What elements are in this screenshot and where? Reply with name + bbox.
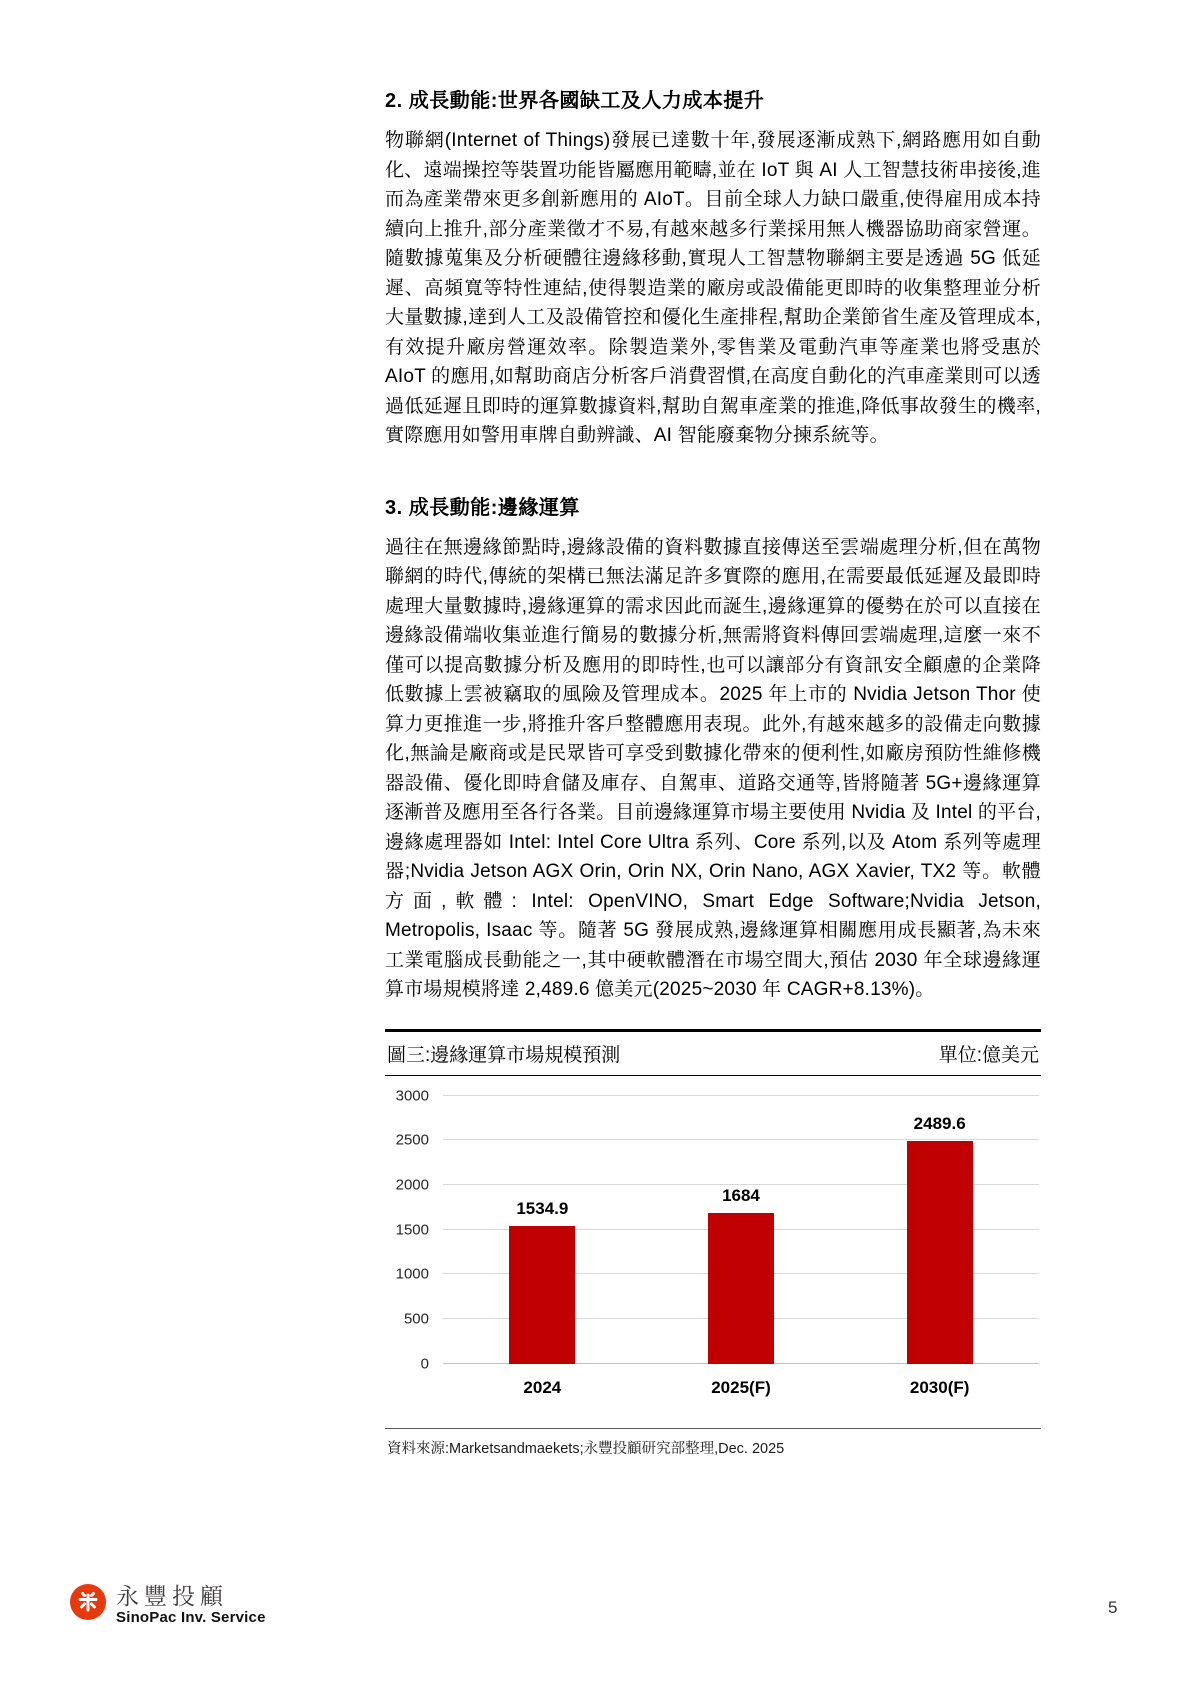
x-axis-label: 2025(F)	[711, 1377, 771, 1397]
bar-2025(F)	[708, 1213, 774, 1363]
x-axis-label: 2030(F)	[909, 1377, 970, 1397]
bar-group	[443, 1096, 642, 1397]
y-axis-tick-label: 2000	[395, 1176, 429, 1194]
figure-edge-market-forecast	[385, 1029, 1041, 1458]
section-heading: 2. 成長動能:世界各國缺工及人力成本提升	[385, 90, 765, 112]
sinopac-logo-icon	[70, 1584, 106, 1620]
bar-group	[840, 1096, 1039, 1397]
y-axis-tick-label: 3000	[395, 1087, 429, 1104]
bar-value-label: 1534.9	[516, 1199, 569, 1219]
figure-title: 圖三:邊緣運算市場規模預測	[387, 1044, 621, 1066]
section-heading: 3. 成長動能:邊緣運算	[385, 496, 580, 519]
bar-value-label: 2489.6	[913, 1114, 966, 1134]
company-logo	[70, 1583, 266, 1627]
section-body: 過往在無邊緣節點時,邊緣設備的資料數據直接傳送至雲端處理分析,但在萬物聯網的時代,傳統的架構已無法滿足許多實際的應用,在需要最低延遲及最即時處理大量數據時,邊緣運算的需求因此而誕生,邊緣運算的優勢在於可以直接在邊緣設備端收集並進行簡易的數據分析,無需將資料傳回雲端處理,這麼一來不僅可以提高數據分析及應用的即時性,也可以讓部分有資訊安全顧慮的企業降低數據上雲被竊取的風險及管理成本。2025 年上市的 Nvidia Jetson Thor 使算力更推進一步,將推升客戶整體應用表現。此外,有越來越多的設備走向數據化,無論是廠商或是民眾皆可享受到數據化帶來的便利性,如廠房預防性維修機器設備、優化即時倉儲及庫存、自駕車、道路交通等,皆將隨著 5G+邊緣運算逐漸普及應用至各行各業。目前邊緣運算市場主要使用 Nvidia 及 Intel 的平台,邊緣處理器如 Intel: Intel Core Ultra 系列、Core 系列,以及 Atom 系列等處理器;Nvidia Jetson AGX Orin, Orin NX, Orin Nano, AGX Xavier, TX2 等。軟體方面,軟體: Intel: OpenVINO, Smart Edge Software;Nvidia Jetson, Metropolis, Isaac 等。隨著 5G 發展成熟,邊緣運算相關應用成長顯著,為未來工業電腦成長動能之一,其中硬軟體潛在市場空間大,預估 2030 年全球邊緣運算市場規模將達 2,489.6 億美元(2025~2030 年 CAGR+8.13%)。	[385, 536, 1041, 1000]
y-axis-tick-label: 500	[403, 1310, 429, 1328]
bar-value-label: 1684	[722, 1186, 760, 1206]
bar-group	[642, 1096, 841, 1397]
section-labor-cost	[385, 88, 1041, 451]
logo-text	[116, 1583, 266, 1627]
y-axis-tick-label: 1000	[395, 1265, 429, 1283]
y-axis-tick-label: 2500	[395, 1131, 429, 1149]
logo-subtitle: SinoPac Inv. Service	[116, 1609, 266, 1626]
page-number: 5	[1108, 1598, 1118, 1617]
y-axis-tick-label: 0	[420, 1355, 429, 1372]
section-body: 物聯網(Internet of Things)發展已達數十年,發展逐漸成熟下,網路應用如自動化、遠端操控等裝置功能皆屬應用範疇,並在 IoT 與 AI 人工智慧技術串接後,進而為產業帶來更多創新應用的 AIoT。目前全球人力缺口嚴重,使得雇用成本持續向上推升,部分產業徵才不易,有越來越多行業採用無人機器協助商家營運。隨數據蒐集及分析硬體往邊緣移動,實現人工智慧物聯網主要是透過 5G 低延遲、高頻寬等特性連結,使得製造業的廠房或設備能更即時的收集整理並分析大量數據,達到人工及設備管控和優化生產排程,幫助企業節省生產及管理成本,有效提升廠房營運效率。除製造業外,零售業及電動汽車等產業也將受惠於 AIoT 的應用,如幫助商店分析客戶消費習慣,在高度自動化的汽車產業則可以透過低延遲且即時的運算數據資料,幫助自駕車產業的推進,降低事故發生的機率,實際應用如警用車牌自動辨識、AI 智能廢棄物分揀系統等。	[385, 130, 1041, 446]
figure-source: 資料來源:Marketsandmaekets;永豐投顧研究部整理,Dec. 2025	[385, 1428, 1041, 1458]
content-column	[385, 88, 1041, 1458]
bar-2024	[509, 1226, 575, 1363]
logo-glyph-icon	[76, 1590, 100, 1614]
figure-unit-label: 單位:億美元	[938, 1044, 1039, 1066]
y-axis-tick-label: 1500	[395, 1221, 429, 1238]
bar-chart	[385, 1087, 1041, 1414]
logo-title: 永豐投顧	[116, 1583, 228, 1609]
x-axis-label: 2024	[523, 1377, 562, 1397]
chart-plot	[395, 1087, 1039, 1397]
section-edge-computing	[385, 495, 1041, 1005]
figure-header	[385, 1029, 1041, 1076]
bar-2030(F)	[907, 1141, 973, 1363]
